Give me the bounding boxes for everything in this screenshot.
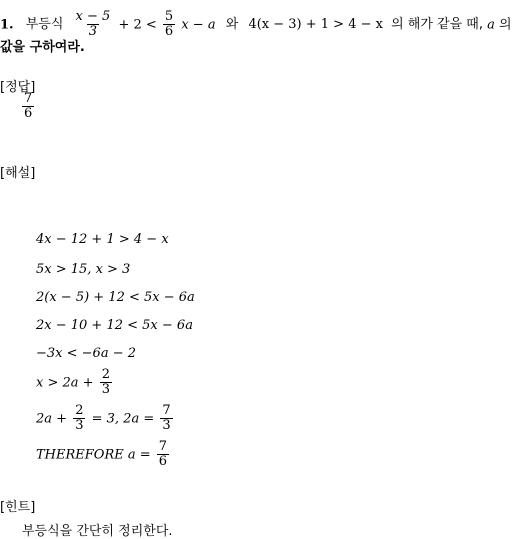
hint-text: 부등식을 간단히 정리한다. [22,524,173,539]
explanation-step-4: 2x − 10 + 12 < 5x − 6a [36,318,193,333]
explanation-step-7: 2a + $\frac{2}{3}$ = 3, 2a = $\frac{7}{3}$ [36,403,171,434]
explanation-step-1: 4x − 12 + 1 > 4 − x [36,232,169,247]
explanation-step-2: 5x > 15, x > 3 [36,262,131,277]
question-intro: 부등식 [25,17,64,33]
question-suffix-2: 의 [499,17,512,33]
explanation-step-8: THEREFORE a = $\frac{7}{6}$ [36,439,168,470]
question-and: 와 [225,17,239,33]
answer-label: [정답] [0,80,36,95]
answer-fraction: $\frac{7}{6}$ [24,91,33,122]
question-line-2-text: 값을 구하여라. [0,40,85,55]
step-6-fraction: $\frac{2}{3}$ [101,367,110,398]
explanation-step-5: −3x < −6a − 2 [36,346,136,361]
answer-value [20,92,36,122]
question-line-2 [0,36,85,55]
step-7-fraction-2: $\frac{7}{3}$ [162,403,171,434]
hint-label: [힌트] [0,500,36,515]
question-suffix-1: 의 해가 같을 때, [391,17,483,33]
question-var: a [487,17,495,33]
question-ineq2: 4(x − 3) + 1 > 4 − x [248,17,383,33]
explanation-step-6: x > 2a + $\frac{2}{3}$ [36,367,110,398]
question-fraction-1: $\frac{x - 5}{3}$ [75,9,111,40]
step-8-fraction: $\frac{7}{6}$ [158,439,168,470]
question-ineq1-mid: + 2 < [118,17,157,33]
question-fraction-2: $\frac{5}{6}$ [164,9,174,40]
step-7-fraction-1: $\frac{2}{3}$ [75,403,84,434]
question-ineq1-tail: x − a [181,17,216,33]
explanation-label: [해설] [0,166,36,181]
explanation-step-3: 2(x − 5) + 12 < 5x − 6a [36,290,195,305]
question-number: 1. [0,17,14,33]
